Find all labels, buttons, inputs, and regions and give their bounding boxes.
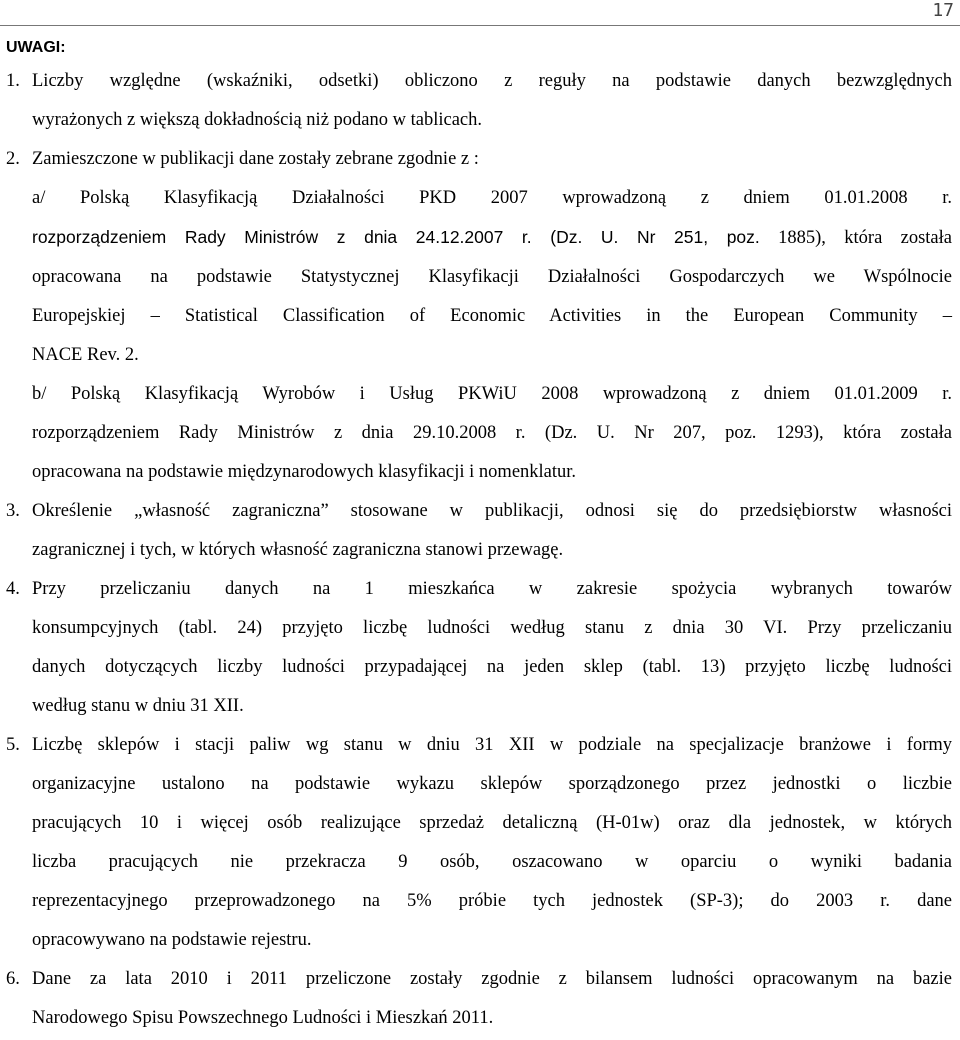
note-text <box>32 492 952 570</box>
note-number: 6. <box>6 969 20 989</box>
note-5 <box>6 726 952 960</box>
note-2-sub-b <box>32 375 952 492</box>
note-line: pracujących 10 i więcej osób realizujące sprzedaż detaliczną (H-01w) oraz dla jednostek, w których <box>32 813 952 833</box>
sub-line: opracowana na podstawie międzynarodowych klasyfikacji i nomenklatur. <box>32 462 577 482</box>
note-text <box>32 140 952 179</box>
sub-line: Europejskiej – Statistical Classification of Economic Activities in the European Community – <box>32 306 952 326</box>
sub-line: opracowana na podstawie Statystycznej Klasyfikacji Działalności Gospodarczych we Wspólnocie <box>32 267 952 287</box>
sub-line <box>32 218 952 258</box>
note-line: konsumpcyjnych (tabl. 24) przyjęto liczbę ludności według stanu z dnia 30 VI. Przy przeliczaniu <box>32 618 952 638</box>
note-number: 4. <box>6 579 20 599</box>
sub-line: rozporządzeniem Rady Ministrów z dnia 29.10.2008 r. (Dz. U. Nr 207, poz. 1293), która została <box>32 423 952 443</box>
sub-line: a/ Polską Klasyfikacją Działalności PKD 2007 wprowadzoną z dniem 01.01.2008 r. <box>32 188 952 208</box>
note-4 <box>6 570 952 726</box>
note-line: reprezentacyjnego przeprowadzonego na 5% próbie tych jednostek (SP-3); do 2003 r. dane <box>32 891 952 911</box>
notes-heading: UWAGI: <box>6 39 66 56</box>
note-number: 3. <box>6 501 20 521</box>
note-line: organizacyjne ustalono na podstawie wykazu sklepów sporządzonego przez jednostki o liczbie <box>32 774 952 794</box>
note-line: Określenie „własność zagraniczna” stosowane w publikacji, odnosi się do przedsiębiorstw własności <box>32 501 952 521</box>
note-line: Narodowego Spisu Powszechnego Ludności i Mieszkań 2011. <box>32 1008 494 1028</box>
sub-line: b/ Polską Klasyfikacją Wyrobów i Usług PKWiU 2008 wprowadzoną z dniem 01.01.2009 r. <box>32 384 952 404</box>
note-line: Przy przeliczaniu danych na 1 mieszkańca w zakresie spożycia wybranych towarów <box>32 579 952 599</box>
note-line: Liczby względne (wskaźniki, odsetki) obliczono z reguły na podstawie danych bezwzględnych <box>32 71 952 91</box>
note-number: 2. <box>6 149 20 169</box>
note-line: danych dotyczących liczby ludności przypadającej na jeden sklep (tabl. 13) przyjęto liczbę ludności <box>32 657 952 677</box>
note-text <box>32 570 952 726</box>
note-text <box>32 960 952 1038</box>
note-text <box>32 726 952 960</box>
note-2 <box>6 140 952 179</box>
note-text <box>32 62 952 140</box>
sub-line-rest: 1885), która została <box>759 228 952 248</box>
note-line: Zamieszczone w publikacji dane zostały zebrane zgodnie z : <box>32 149 479 169</box>
note-2-sub-a <box>32 179 952 375</box>
note-number: 5. <box>6 735 20 755</box>
header-rule <box>0 25 960 26</box>
page-number: 17 <box>932 0 954 21</box>
note-line: Liczbę sklepów i stacji paliw wg stanu w dniu 31 XII w podziale na specjalizacje branżowe i formy <box>32 735 952 755</box>
note-line: wyrażonych z większą dokładnością niż podano w tablicach. <box>32 110 482 130</box>
note-line: według stanu w dniu 31 XII. <box>32 696 244 716</box>
document-body <box>6 34 952 1038</box>
note-line: liczba pracujących nie przekracza 9 osób, oszacowano w oparciu o wyniki badania <box>32 852 952 872</box>
note-line: Dane za lata 2010 i 2011 przeliczone zostały zgodnie z bilansem ludności opracowanym na bazie <box>32 969 952 989</box>
note-1 <box>6 62 952 140</box>
note-line: zagranicznej i tych, w których własność zagraniczna stanowi przewagę. <box>32 540 564 560</box>
note-line: opracowywano na podstawie rejestru. <box>32 930 312 950</box>
note-6 <box>6 960 952 1038</box>
sub-line: NACE Rev. 2. <box>32 345 139 365</box>
note-3 <box>6 492 952 570</box>
note-number: 1. <box>6 71 20 91</box>
sub-line-sans-part: rozporządzeniem Rady Ministrów z dnia 24.12.2007 r. (Dz. U. Nr 251, poz. <box>32 227 760 247</box>
